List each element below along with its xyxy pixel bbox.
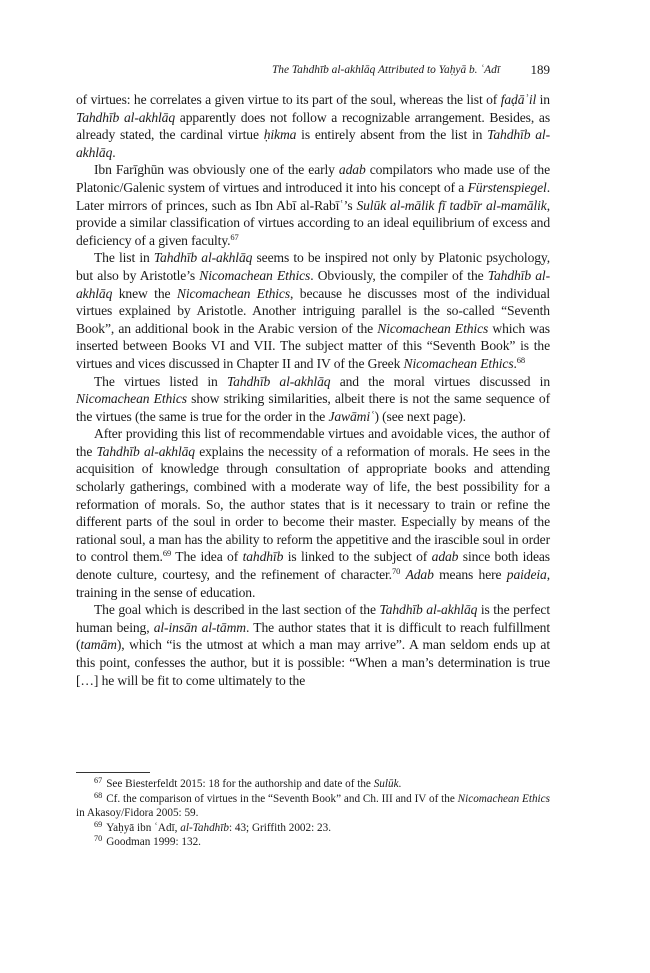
- italic-text: Tahdhīb al-akhlāq: [96, 443, 195, 459]
- body-text: [76, 91, 550, 689]
- footnote-number: 68: [94, 790, 103, 800]
- italic-text: Nicomachean Ethics: [403, 355, 514, 371]
- paragraph: [76, 249, 550, 372]
- text-run: ), which “is the utmost at which a man may arrive”. A man seldom ends up at this point, confesses the author, but it is possible: “When a man’s determination is true […] he will be fit to come ultimately to the: [76, 637, 550, 688]
- text-run: in Akasoy/Fidora 2005: 59.: [76, 807, 199, 820]
- text-run: is entirely absent from the list in: [296, 127, 488, 143]
- text-run: which was inserted between Books VI and VII. The subject matter of this “Seventh Book” is the virtues and vices discussed in Chapter II and IV of the Greek: [76, 320, 550, 371]
- footnote: [76, 792, 550, 821]
- text-run: in: [536, 92, 550, 107]
- paragraph: [76, 425, 550, 601]
- italic-text: Nicomachean Ethics: [457, 792, 550, 805]
- italic-text: Tahdhīb al-akhlāq: [76, 267, 550, 301]
- text-run: The list in: [94, 250, 154, 266]
- italic-text: Adab: [405, 567, 434, 583]
- text-run: .: [112, 144, 116, 160]
- text-run: The virtues listed in: [94, 373, 227, 389]
- italic-text: faḍāʾil: [500, 92, 537, 107]
- text-run: Goodman 1999: 132.: [106, 836, 201, 849]
- paragraph: [76, 161, 550, 249]
- italic-text: Nicomachean Ethics: [176, 285, 291, 301]
- paragraph: [76, 601, 550, 689]
- text-run: Yaḥyā ibn ʿAdī,: [106, 821, 181, 834]
- footnote-number: 67: [94, 776, 103, 785]
- footnote-separator: [76, 772, 150, 773]
- italic-text: al-insān al-tāmm: [153, 619, 247, 635]
- paragraph: [76, 91, 550, 161]
- italic-text: Sulūk: [373, 778, 399, 790]
- text-run: show striking similarities, albeit there is not the same sequence of the virtues (the same is true for the order in the: [76, 391, 550, 424]
- paragraph: [76, 373, 550, 426]
- italic-text: Fürstenspiegel: [467, 179, 547, 195]
- italic-text: tamām: [80, 637, 117, 653]
- text-run: seems to be inspired not only by Platonic psychology, but also by Aristotle’s: [76, 250, 551, 283]
- italic-text: Nicomachean Ethics: [199, 267, 311, 283]
- page-number: 189: [530, 62, 550, 77]
- footnote-number: 70: [94, 834, 103, 844]
- text-run: .: [513, 355, 517, 371]
- italic-text: Nicomachean Ethics: [377, 320, 489, 336]
- text-run: . Later mirrors of princes, such as Ibn Abī al-Rabīʿ’s: [76, 179, 550, 213]
- text-run: since both ideas denote culture, courtesy, and the refinement of character.: [76, 549, 550, 583]
- italic-text: adab: [338, 162, 366, 178]
- text-run: , because he discusses most of the individual virtues explained by Aristotle. Another intriguing parallel is the so-called “Seventh Book”, an additional book in the Arabic version of the: [76, 285, 551, 336]
- italic-text: paideia: [506, 567, 547, 583]
- footnote-ref: 70: [391, 566, 401, 577]
- text-run: See Biesterfeldt 2015: 18 for the authorship and date of the: [106, 778, 374, 790]
- italic-text: Jawāmiʿ: [328, 408, 375, 424]
- footnotes: [76, 777, 550, 850]
- footnote: [76, 777, 550, 792]
- footnote-ref: 68: [516, 354, 526, 365]
- italic-text: Nicomachean Ethics: [76, 391, 187, 407]
- italic-text: Tahdhīb al-akhlāq: [226, 373, 331, 389]
- italic-text: tahdhīb: [242, 549, 284, 565]
- text-run: . The author states that it is difficult to reach fulfillment (: [76, 619, 550, 653]
- footnote-ref: 67: [230, 231, 239, 242]
- text-run: is the perfect human being,: [76, 602, 550, 635]
- text-run: After providing this list of recommendable virtues and avoidable vices, the author of the: [76, 426, 550, 459]
- text-run: and the moral virtues discussed in: [330, 373, 551, 389]
- text-run: . Obviously, the compiler of the: [310, 267, 488, 283]
- text-run: The goal which is described in the last section of the: [94, 602, 380, 618]
- text-run: apparently does not follow a recognizable arrangement. Besides, as already stated, the cardinal virtue: [76, 109, 550, 143]
- text-run: knew the: [112, 285, 177, 301]
- running-title: The Tahdhīb al-akhlāq Attributed to Yaḥyā b. ʿAdī: [271, 64, 500, 76]
- text-run: The idea of: [171, 549, 243, 565]
- text-run: , training in the sense of education.: [76, 567, 551, 600]
- italic-text: Tahdhīb al-akhlāq: [153, 250, 253, 266]
- italic-text: ḥikma: [263, 127, 297, 143]
- italic-text: Tahdhīb al-akhlāq: [379, 602, 478, 618]
- text-run: : 43; Griffith 2002: 23.: [228, 821, 331, 834]
- text-run: means here: [433, 567, 507, 583]
- text-run: ) (see next page).: [374, 408, 466, 424]
- italic-text: Sulūk al-mālik fī tadbīr al-mamālik: [356, 197, 547, 213]
- footnote-ref: 69: [162, 548, 172, 559]
- footnote: [76, 835, 550, 850]
- running-head: [76, 62, 550, 78]
- text-run: of virtues: he correlates a given virtue to its part of the soul, whereas the list of: [76, 92, 501, 107]
- italic-text: Tahdhīb al-akhlāq: [76, 127, 550, 160]
- text-run: .: [398, 778, 402, 790]
- text-run: , provide a similar classification of virtues according to an ideal equilibrium of excess and deficiency of a given faculty.: [76, 197, 550, 248]
- footnote-number: 69: [94, 819, 103, 829]
- italic-text: Tahdhīb al-akhlāq: [76, 109, 176, 125]
- text-run: is linked to the subject of: [283, 549, 432, 565]
- text-run: compilators who made use of the Platonic/Galenic system of virtues and introduced it into his concept of a: [76, 162, 550, 195]
- text-run: Cf. the comparison of virtues in the “Seventh Book” and Ch. III and IV of the: [106, 792, 458, 805]
- text-run: explains the necessity of a reformation of morals. He sees in the acquisition of knowledge through consultation of appropriate books and attending scholarly gatherings, combined with a moderate way of life, the best possibility for a reformation of morals. So, the author states that is it necessary to train or refine the different parts of the soul in order to become their master. Especially by means of the rational soul, a man has the ability to reform the appetitive and the irascible soul in order to control them.: [76, 443, 550, 565]
- italic-text: al-Tahdhīb: [180, 821, 229, 834]
- italic-text: adab: [431, 549, 459, 565]
- text-run: Ibn Farīghūn was obviously one of the early: [94, 162, 339, 178]
- footnote: [76, 821, 550, 836]
